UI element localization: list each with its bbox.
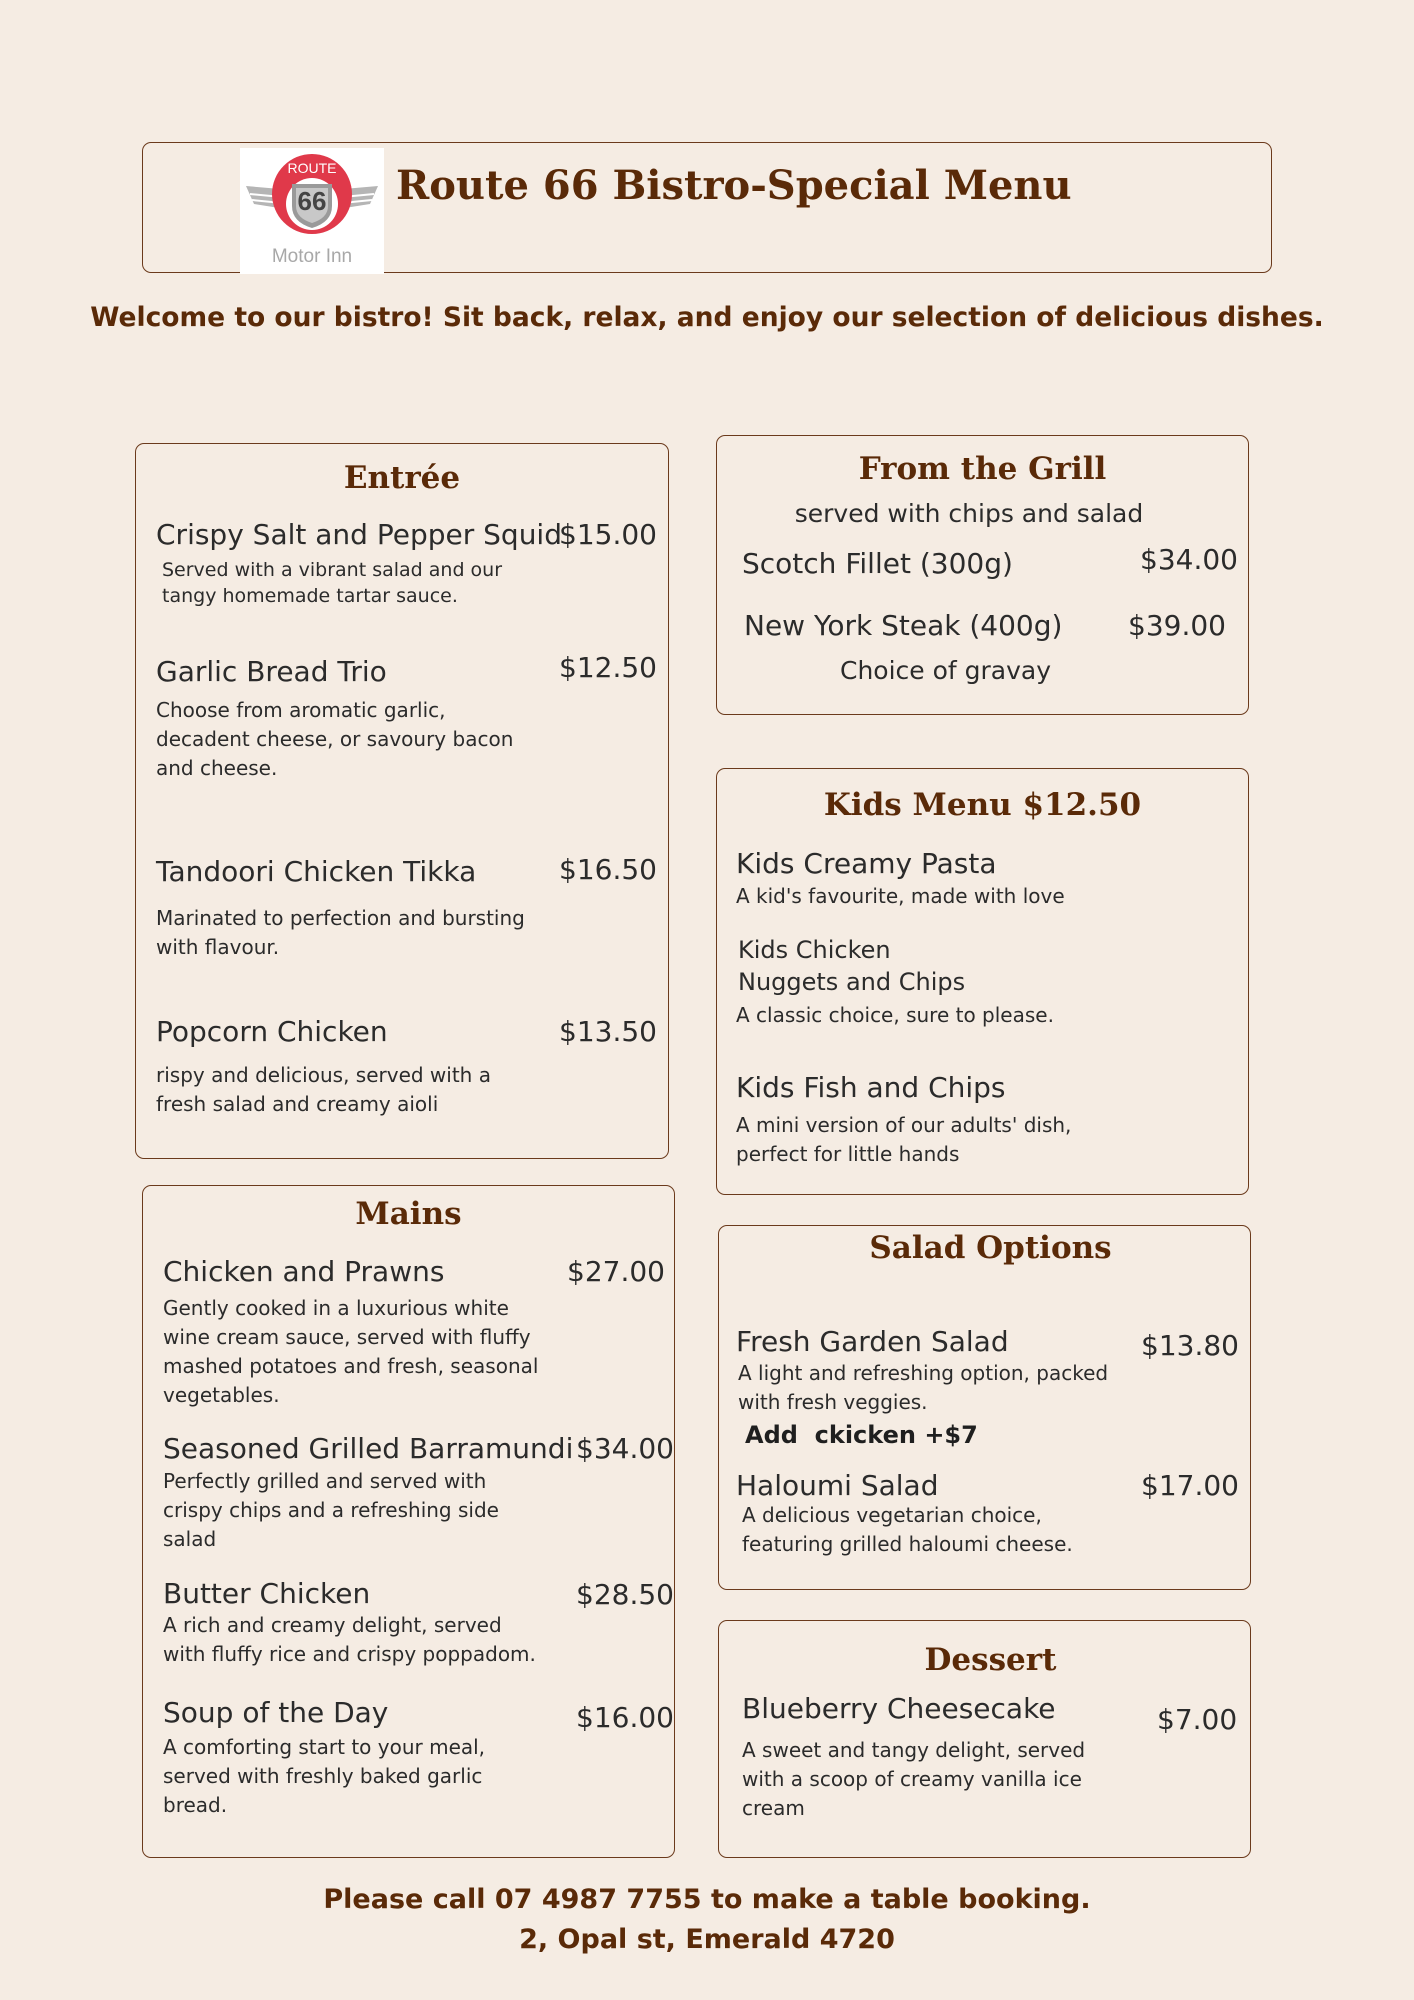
welcome-text: Welcome to our bistro! Sit back, relax, and enjoy our selection of delicious dishes. <box>90 302 1324 333</box>
grill-note: Choice of gravay <box>840 656 1052 685</box>
entree-title: Entrée <box>343 460 461 496</box>
mains-item-price: $27.00 <box>567 1255 665 1288</box>
dessert-item-desc: A sweet and tangy delight, served with a scoop of creamy vanilla ice cream <box>742 1738 1086 1820</box>
mains-item-name: Butter Chicken <box>163 1577 371 1610</box>
entree-item-name: Tandoori Chicken Tikka <box>156 855 477 888</box>
entree-item-name: Garlic Bread Trio <box>156 655 387 688</box>
kids-item-name: Kids Creamy Pasta <box>736 847 997 880</box>
kids-item-desc: A mini version of our adults' dish, perfect for little hands <box>736 1113 1072 1166</box>
mains-item-name: Soup of the Day <box>163 1696 389 1729</box>
entree-item-desc: rispy and delicious, served with a fresh salad and creamy aioli <box>156 1063 491 1116</box>
mains-title: Mains <box>355 1196 462 1232</box>
salad-item-desc: A light and refreshing option, packed with fresh veggies. <box>738 1361 1109 1414</box>
entree-item-desc: Served with a vibrant salad and our tangy homemade tartar sauce. <box>162 559 503 607</box>
mains-item-name: Seasoned Grilled Barramundi <box>163 1432 574 1465</box>
page-title: Route 66 Bistro-Special Menu <box>396 162 1072 209</box>
salad-addon: Add ckicken +$7 <box>745 1421 978 1449</box>
mains-item-price: $16.00 <box>576 1701 674 1734</box>
entree-item-name: Crispy Salt and Pepper Squid <box>156 518 562 551</box>
entree-item-price: $15.00 <box>559 518 657 551</box>
mains-item-desc: Gently cooked in a luxurious white wine cream sauce, served with fluffy mashed potatoes and fresh, seasonal vegetables. <box>163 1296 539 1407</box>
footer-booking: Please call 07 4987 7755 to make a table booking. <box>323 1884 1091 1915</box>
salad-item-name: Fresh Garden Salad <box>736 1325 1009 1358</box>
mains-item-price: $34.00 <box>576 1432 674 1465</box>
entree-item-name: Popcorn Chicken <box>156 1015 388 1048</box>
entree-item-desc: Marinated to perfection and bursting with flavour. <box>156 906 525 959</box>
logo-top-text: ROUTE <box>287 160 337 176</box>
entree-item-price: $12.50 <box>559 651 657 684</box>
entree-item-price: $13.50 <box>559 1015 657 1048</box>
logo-bottom-text: Motor Inn <box>271 246 353 267</box>
salad-item-name: Haloumi Salad <box>736 1469 939 1502</box>
kids-title: Kids Menu $12.50 <box>823 787 1142 823</box>
mains-item-desc: Perfectly grilled and served with crispy chips and a refreshing side salad <box>163 1469 499 1551</box>
mains-item-desc: A comforting start to your meal, served with freshly baked garlic bread. <box>163 1735 486 1817</box>
footer-address: 2, Opal st, Emerald 4720 <box>519 1924 895 1955</box>
kids-item-desc: A kid's favourite, made with love <box>736 884 1065 908</box>
kids-item-desc: A classic choice, sure to please. <box>736 1003 1054 1027</box>
dessert-title: Dessert <box>924 1642 1057 1678</box>
grill-item-name: Scotch Fillet (300g) <box>742 547 1013 580</box>
salad-item-desc: A delicious vegetarian choice, featuring grilled haloumi cheese. <box>742 1503 1073 1556</box>
grill-item-name: New York Steak (400g) <box>744 609 1063 642</box>
logo-number: 66 <box>297 186 327 216</box>
logo <box>240 148 384 274</box>
dessert-item-name: Blueberry Cheesecake <box>742 1692 1056 1725</box>
mains-item-price: $28.50 <box>576 1578 674 1611</box>
kids-item-name: Kids Fish and Chips <box>736 1071 1006 1104</box>
mains-item-name: Chicken and Prawns <box>163 1255 445 1288</box>
entree-item-price: $16.50 <box>559 853 657 886</box>
kids-item-name: Kids Chicken Nuggets and Chips <box>738 936 966 996</box>
grill-title: From the Grill <box>858 451 1107 487</box>
dessert-item-price: $7.00 <box>1157 1703 1238 1736</box>
grill-subtitle: served with chips and salad <box>794 499 1144 528</box>
grill-item-price: $39.00 <box>1128 609 1226 642</box>
entree-item-desc: Choose from aromatic garlic, decadent cheese, or savoury bacon and cheese. <box>156 698 514 780</box>
salad-item-price: $13.80 <box>1141 1329 1239 1362</box>
salad-title: Salad Options <box>869 1230 1112 1266</box>
grill-item-price: $34.00 <box>1140 543 1238 576</box>
salad-item-price: $17.00 <box>1141 1469 1239 1502</box>
mains-item-desc: A rich and creamy delight, served with fluffy rice and crispy poppadom. <box>163 1613 536 1666</box>
